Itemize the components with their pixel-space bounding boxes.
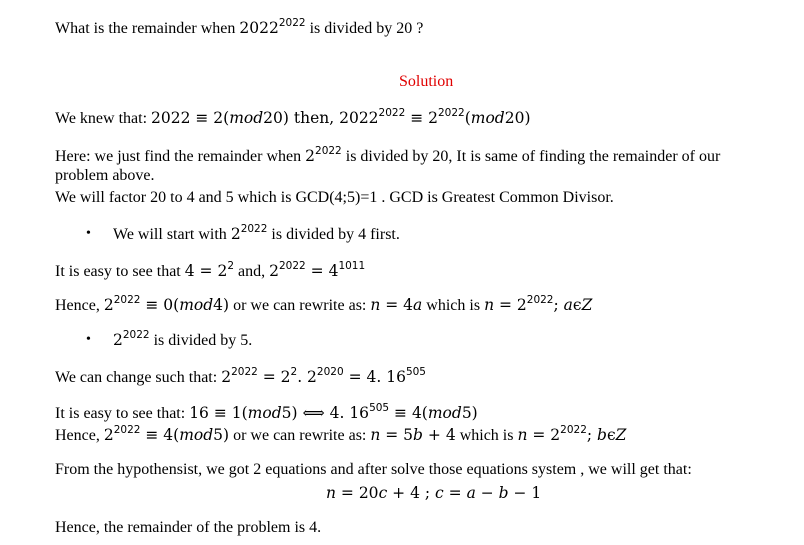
- math: 2: [103, 296, 114, 314]
- exponent: 2022: [122, 329, 150, 341]
- math: 20): [504, 109, 531, 127]
- final-equation: [326, 483, 541, 504]
- bullet-divide-by-5: [113, 330, 252, 352]
- math: 2022 ≡ 2(: [151, 109, 230, 127]
- text: or we can rewrite as:: [229, 427, 371, 444]
- math: + 4: [422, 426, 456, 444]
- step-rewrite-power: [55, 367, 426, 389]
- math-italic: b: [597, 426, 607, 444]
- step-reduction-line1: [55, 146, 720, 168]
- math: 5) ⟺ 4. 16: [281, 404, 370, 422]
- step-gcd-line: We will factor 20 to 4 and 5 which is GCD(4;5)=1 . GCD is Greatest Common Divisor.: [55, 189, 614, 206]
- step-hypothesis: From the hypothensist, we got 2 equations and after solve those equations system , we will get that:: [55, 461, 692, 478]
- text: which is: [422, 297, 485, 314]
- math-italic: a: [413, 296, 423, 314]
- math: = 4: [305, 262, 339, 280]
- math: 5): [213, 426, 230, 444]
- math: ϵ: [606, 426, 616, 444]
- exponent: 2022: [231, 366, 258, 378]
- math-italic: mod: [179, 426, 214, 444]
- math: − 1: [508, 484, 542, 502]
- text: Hence,: [55, 427, 104, 444]
- text: or we can rewrite as:: [229, 297, 371, 314]
- math: 2: [230, 225, 241, 243]
- math: 4): [213, 296, 230, 314]
- question-suffix: is divided by 20 ?: [305, 20, 424, 37]
- exponent: 2: [290, 366, 298, 378]
- math: = 2: [527, 426, 561, 444]
- math: = 2: [494, 296, 527, 314]
- math-italic: mod: [427, 404, 462, 422]
- math-italic: mod: [247, 404, 282, 422]
- exponent: 2022: [378, 107, 406, 119]
- text: is divided by 5.: [149, 332, 253, 349]
- math: = 20: [335, 484, 379, 502]
- math: ;: [586, 426, 598, 444]
- math: 2: [103, 426, 114, 444]
- question-text: What is the remainder when: [55, 20, 240, 37]
- step-congruence: [55, 108, 531, 130]
- math: . 2: [297, 368, 317, 386]
- math: 20) then, 2022: [263, 109, 379, 127]
- exponent: 2022: [240, 223, 268, 235]
- math-italic: b: [413, 426, 423, 444]
- math: ;: [553, 296, 564, 314]
- exponent: 2: [227, 260, 235, 272]
- math: ≡ 4(: [140, 426, 180, 444]
- step-mod5-result: [55, 425, 626, 447]
- math-italic: mod: [470, 109, 505, 127]
- step-power-of-4: [55, 261, 365, 283]
- math: 16 ≡ 1(: [189, 404, 248, 422]
- text: We can change such that:: [55, 369, 222, 386]
- text: and,: [234, 263, 270, 280]
- math: ≡ 0(: [140, 296, 180, 314]
- conclusion: Hence, the remainder of the problem is 4.: [55, 519, 322, 536]
- exponent: 2022: [113, 294, 141, 306]
- math: ϵ: [572, 296, 582, 314]
- math: (: [464, 109, 471, 127]
- math: =: [443, 484, 467, 502]
- exponent: 2022: [526, 294, 554, 306]
- math: 5): [461, 404, 478, 422]
- step-mod4-result: [55, 295, 592, 317]
- math-italic: c: [435, 484, 444, 502]
- exponent: 2022: [315, 145, 342, 157]
- exponent: 505: [405, 366, 426, 378]
- question-exponent: 2022: [278, 17, 306, 29]
- exponent: 2022: [437, 107, 465, 119]
- exponent: 2022: [113, 424, 141, 436]
- text: It is easy to see that:: [55, 405, 190, 422]
- bullet-icon: •: [86, 226, 91, 241]
- exponent: 1011: [338, 260, 366, 272]
- text: which is: [455, 427, 518, 444]
- math: −: [475, 484, 499, 502]
- question-line: [55, 18, 423, 40]
- math-italic: a: [466, 484, 476, 502]
- text: We knew that:: [55, 110, 152, 127]
- bullet-divide-by-4: [113, 224, 400, 246]
- text: Here: we just find the remainder when: [55, 148, 306, 165]
- math: 2: [305, 147, 316, 165]
- math: = 2: [257, 368, 291, 386]
- math: + 4 ;: [387, 484, 436, 502]
- exponent: 2022: [560, 424, 587, 436]
- exponent: 505: [369, 402, 390, 414]
- math-italic: n: [484, 296, 495, 314]
- math: ≡ 4(: [389, 404, 428, 422]
- exponent: 2022: [279, 260, 306, 272]
- math-italic: mod: [179, 296, 214, 314]
- math: 4 = 2: [184, 262, 228, 280]
- math-italic: n: [517, 426, 528, 444]
- text: It is easy to see that: [55, 263, 185, 280]
- bullet-icon: •: [86, 332, 91, 347]
- text: Hence,: [55, 297, 104, 314]
- math: 2: [221, 368, 232, 386]
- math-italic: mod: [229, 109, 264, 127]
- math-italic: b: [498, 484, 509, 502]
- question-base: 2022: [239, 19, 279, 37]
- math: 2: [113, 331, 123, 349]
- text: is divided by 4 first.: [267, 226, 400, 243]
- math: = 5: [380, 426, 414, 444]
- math: ≡ 2: [405, 109, 438, 127]
- math-italic: n: [370, 426, 381, 444]
- step-reduction-line2: problem above.: [55, 167, 155, 184]
- text: is divided by 20, It is same of finding the remainder of our: [341, 148, 721, 165]
- math: = 4. 16: [343, 368, 406, 386]
- math-italic: c: [378, 484, 388, 502]
- math: 2: [269, 262, 279, 280]
- math-italic: n: [326, 484, 336, 502]
- math-italic: Z: [581, 296, 593, 314]
- text: We will start with: [113, 226, 231, 243]
- math-italic: Z: [615, 426, 627, 444]
- math-italic: n: [370, 296, 381, 314]
- step-mod5-equivalence: [55, 403, 478, 425]
- math-italic: a: [563, 296, 573, 314]
- exponent: 2020: [316, 366, 344, 378]
- solution-title: Solution: [399, 73, 454, 90]
- math: = 4: [380, 296, 414, 314]
